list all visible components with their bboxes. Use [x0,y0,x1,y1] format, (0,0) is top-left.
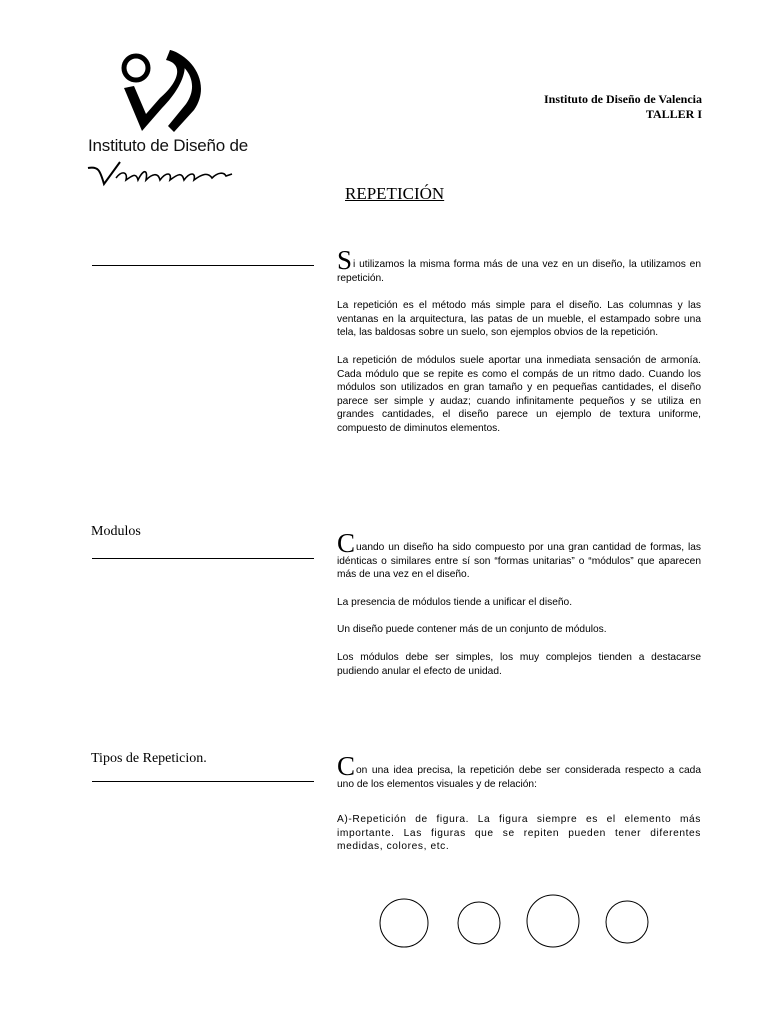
circle-shape [458,902,500,944]
section-divider [92,265,314,266]
paragraph [337,528,701,582]
section-divider [92,781,314,782]
section-modulos [337,528,701,692]
section-tipos [337,751,701,868]
page-title: REPETICIÓN [345,184,445,203]
paragraph: Un diseño puede contener más de un conjunto de módulos. [337,624,607,636]
paragraph: Los módulos debe ser simples, los muy complejos tienden a destacarse pudiendo anular el efecto de unidad. [337,651,701,677]
circle-shape [380,899,428,947]
course-name: TALLER I [645,107,702,121]
section-divider [92,558,314,559]
institution-name: Instituto de Diseño de Valencia [543,92,702,106]
circle-shape [606,901,648,943]
paragraph [337,751,701,791]
paragraph [337,245,701,285]
paragraph-text: i utilizamos la misma forma más de una vez en un diseño, la utilizamos en repetición. [337,259,701,284]
institute-logo [84,46,254,196]
circle-shape [527,895,579,947]
logo-signature-icon [86,158,236,188]
repeated-circles-figure [370,888,670,954]
document-header [544,92,702,122]
paragraph-text: uando un diseño ha sido compuesto por una gran cantidad de formas, las idénticas o similares entre sí son “formas unitarias” o “módulos” que aparecen más de una vez en el diseño. [337,542,701,581]
section-repeticion [337,245,701,450]
paragraph: A)-Repetición de figura. La figura siempre es el elemento más importante. Las figuras que se repiten pueden tener diferentes medidas, colores, etc. [337,814,701,853]
side-label-tipos: Tipos de Repeticion. [91,751,207,766]
drop-cap: C [337,528,356,558]
paragraph: La repetición es el método más simple para el diseño. Las columnas y las ventanas en la arquitectura, las patas de un mueble, el estampado sobre una tela, las baldosas sobre un suelo, son ejemplos obvios de la repetición. [337,300,701,339]
drop-cap: C [337,751,356,781]
drop-cap: S [337,245,353,275]
side-label-modulos: Modulos [91,524,141,539]
paragraph: La repetición de módulos suele aportar una inmediata sensación de armonía. Cada módulo que se repite es como el compás de un ritmo dado. Cuando los módulos son utilizados en gran tamaño y en pequeñas cantidades, el diseño parece ser simple y audaz; cuando infinitamente pequeños y se utiliza en grandes cantidades, el diseño parece un ejemplo de textura uniforme, compuesto de diminutos elementos. [337,354,701,434]
paragraph: La presencia de módulos tiende a unificar el diseño. [337,596,573,608]
logo-text: Instituto de Diseño de [88,136,249,155]
logo-mark-icon [84,46,254,141]
paragraph-text: on una idea precisa, la repetición debe ser considerada respecto a cada uno de los elementos visuales y de relación: [337,765,701,790]
